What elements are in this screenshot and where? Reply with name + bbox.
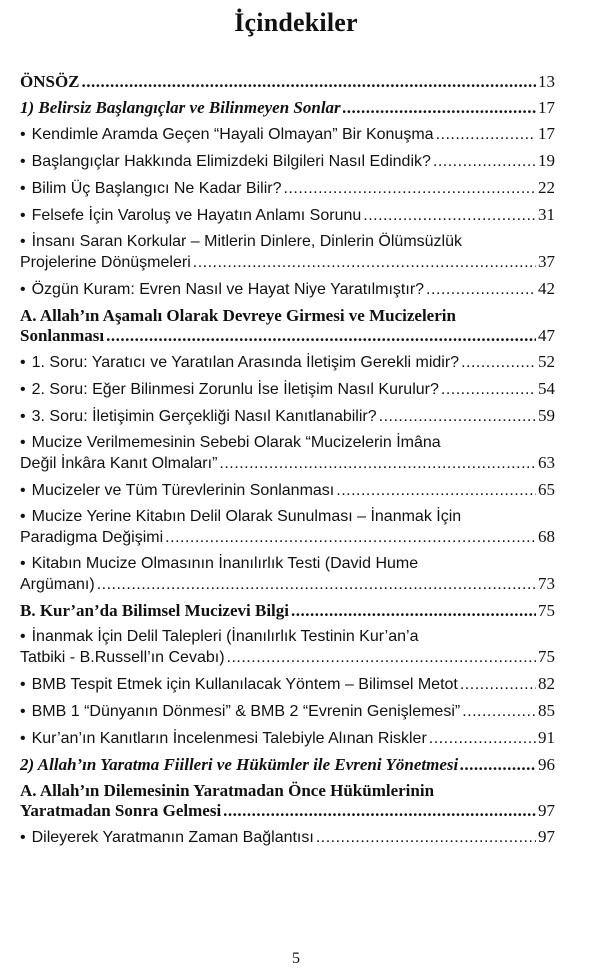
toc-page-number: 85 [538,701,555,720]
dot-leader [316,828,536,848]
dot-leader [165,528,536,548]
page-number: 5 [292,950,300,967]
bullet-icon: • [20,628,26,645]
bullet-icon: • [20,233,26,250]
toc-page-number: 65 [538,480,555,499]
dot-leader [227,648,536,668]
toc-entry[interactable] [20,728,555,749]
toc-entry-text: İnanmak İçin Delil Talepleri (İnanılırlık Testinin Kur’an’a [31,628,419,645]
dot-leader [97,575,536,595]
toc-page-number: 63 [538,453,555,472]
dot-leader [460,755,536,775]
toc-entry-text-continued: Yaratmadan Sonra Gelmesi [20,801,222,820]
toc-entry[interactable] [20,151,555,172]
dot-leader [462,702,536,722]
toc-page-number: 22 [538,178,555,197]
toc-entry[interactable] [20,554,555,595]
toc-entry-onsoz[interactable] [20,72,555,92]
bullet-icon: • [20,508,26,525]
toc-page-number: 31 [538,205,555,224]
toc-subsection-heading[interactable] [20,781,555,821]
toc-page-number: 54 [538,379,555,398]
toc-entry[interactable] [20,674,555,695]
toc-entry-text: BMB Tespit Etmek için Kullanılacak Yöntem – Bilimsel Metot [31,676,458,693]
bullet-icon: • [20,207,26,224]
toc-page-number: 17 [538,124,555,143]
toc-entry[interactable] [20,379,555,400]
toc-entry-text: BMB 1 “Dünyanın Dönmesi” & BMB 2 “Evrenin Genişlemesi” [31,703,461,720]
toc-page-number: 37 [538,252,555,271]
toc-entry-text-continued: Paradigma Değişimi [20,529,164,546]
toc-page-number: 59 [538,406,555,425]
bullet-icon: • [20,126,26,143]
toc-entry[interactable] [20,827,555,848]
dot-leader [223,801,536,821]
page-title: İçindekiler [234,8,358,37]
toc-entry-text: İnsanı Saran Korkular – Mitlerin Dinlere, Dinlerin Ölümsüzlük [31,233,462,250]
toc-page-number: 47 [538,326,555,345]
toc-page-number: 82 [538,674,555,693]
toc-page-number: 13 [538,72,555,91]
dot-leader [460,675,536,695]
dot-leader [336,481,536,501]
bullet-icon: • [20,730,26,747]
toc-subsection-heading[interactable] [20,306,555,346]
toc-entry-text: 3. Soru: İletişimin Gerçekliği Nasıl Kanıtlanabilir? [31,408,377,425]
toc-page-number: 68 [538,527,555,546]
toc-entry-text: Kendimle Aramda Geçen “Hayali Olmayan” Bir Konuşma [31,126,434,143]
toc-entry[interactable] [20,701,555,722]
toc-entry-text-continued: Argümanı) [20,576,95,593]
toc-section-heading[interactable] [20,98,555,118]
dot-leader [193,253,536,273]
bullet-icon: • [20,153,26,170]
toc-page-number: 91 [538,728,555,747]
toc-entry[interactable] [20,205,555,226]
toc-entry-text: A. Allah’ın Aşamalı Olarak Devreye Girmesi ve Mucizelerin [20,306,456,325]
bullet-icon: • [20,703,26,720]
dot-leader [283,179,536,199]
bullet-icon: • [20,381,26,398]
bullet-icon: • [20,676,26,693]
toc-entry-text: B. Kur’an’da Bilimsel Mucizevi Bilgi [20,601,289,620]
toc-page-number: 73 [538,574,555,593]
dot-leader [426,280,536,300]
toc-entry-text-continued: Projelerine Dönüşmeleri [20,254,191,271]
table-of-contents [20,72,555,854]
bullet-icon: • [20,354,26,371]
toc-entry[interactable] [20,480,555,501]
dot-leader [106,326,536,346]
dot-leader [82,72,536,92]
toc-entry-text-continued: Sonlanması [20,326,105,345]
dot-leader [433,152,536,172]
toc-entry-text: 1) Belirsiz Başlangıçlar ve Bilinmeyen Sonlar [20,98,341,117]
toc-entry-text: Kur’an’ın Kanıtların İncelenmesi Talebiyle Alınan Riskler [31,730,427,747]
dot-leader [429,729,536,749]
toc-entry[interactable] [20,178,555,199]
toc-page-number: 52 [538,352,555,371]
bullet-icon: • [20,434,26,451]
toc-entry[interactable] [20,232,555,273]
toc-entry[interactable] [20,627,555,668]
toc-entry[interactable] [20,124,555,145]
toc-entry-text: Özgün Kuram: Evren Nasıl ve Hayat Niye Yaratılmıştır? [31,281,425,298]
toc-entry-text: Mucize Verilmemesinin Sebebi Olarak “Mucizelerin İmâna [31,434,441,451]
toc-section-heading[interactable] [20,755,555,775]
bullet-icon: • [20,180,26,197]
toc-entry[interactable] [20,433,555,474]
toc-entry-text-continued: Tatbiki - B.Russell’ın Cevabı) [20,649,225,666]
toc-entry-text: 1. Soru: Yaratıcı ve Yaratılan Arasında İletişim Gerekli midir? [31,354,460,371]
toc-entry-text: Mucizeler ve Tüm Türevlerinin Sonlanması [31,482,335,499]
toc-entry-text: Başlangıçlar Hakkında Elimizdeki Bilgileri Nasıl Edindik? [31,153,431,170]
dot-leader [441,380,536,400]
toc-page-number: 19 [538,151,555,170]
dot-leader [363,206,536,226]
toc-entry[interactable] [20,406,555,427]
dot-leader [343,98,536,118]
toc-page-number: 42 [538,279,555,298]
toc-page-number: 96 [538,755,555,774]
toc-entry-text: Mucize Yerine Kitabın Delil Olarak Sunulması – İnanmak İçin [31,508,462,525]
toc-entry-text: Dileyerek Yaratmanın Zaman Bağlantısı [31,829,314,846]
toc-entry-text: A. Allah’ın Dilemesinin Yaratmadan Önce Hükümlerinin [20,781,435,800]
dot-leader [219,454,536,474]
toc-entry-text: 2) Allah’ın Yaratma Fiilleri ve Hükümler ile Evreni Yönetmesi [20,755,459,774]
bullet-icon: • [20,829,26,846]
dot-leader [379,407,536,427]
toc-entry[interactable] [20,279,555,300]
toc-entry-text-continued: Değil İnkâra Kanıt Olmaları” [20,455,218,472]
toc-page-number: 97 [538,801,555,820]
toc-entry-text: 2. Soru: Eğer Bilinmesi Zorunlu İse İletişim Nasıl Kurulur? [31,381,439,398]
toc-subsection-heading[interactable] [20,601,555,621]
bullet-icon: • [20,281,26,298]
toc-entry-text: Felsefe İçin Varoluş ve Hayatın Anlamı Sorunu [31,207,362,224]
toc-entry[interactable] [20,352,555,373]
bullet-icon: • [20,482,26,499]
bullet-icon: • [20,408,26,425]
toc-page-number: 75 [538,601,555,620]
toc-entry-text: ÖNSÖZ [20,72,80,91]
toc-page-number: 17 [538,98,555,117]
toc-entry-text: Kitabın Mucize Olmasının İnanılırlık Testi (David Hume [31,555,419,572]
dot-leader [436,125,536,145]
toc-entry-text: Bilim Üç Başlangıcı Ne Kadar Bilir? [31,180,282,197]
toc-page-number: 75 [538,647,555,666]
dot-leader [291,601,536,621]
dot-leader [461,353,536,373]
toc-page-number: 97 [538,827,555,846]
bullet-icon: • [20,555,26,572]
toc-entry[interactable] [20,507,555,548]
